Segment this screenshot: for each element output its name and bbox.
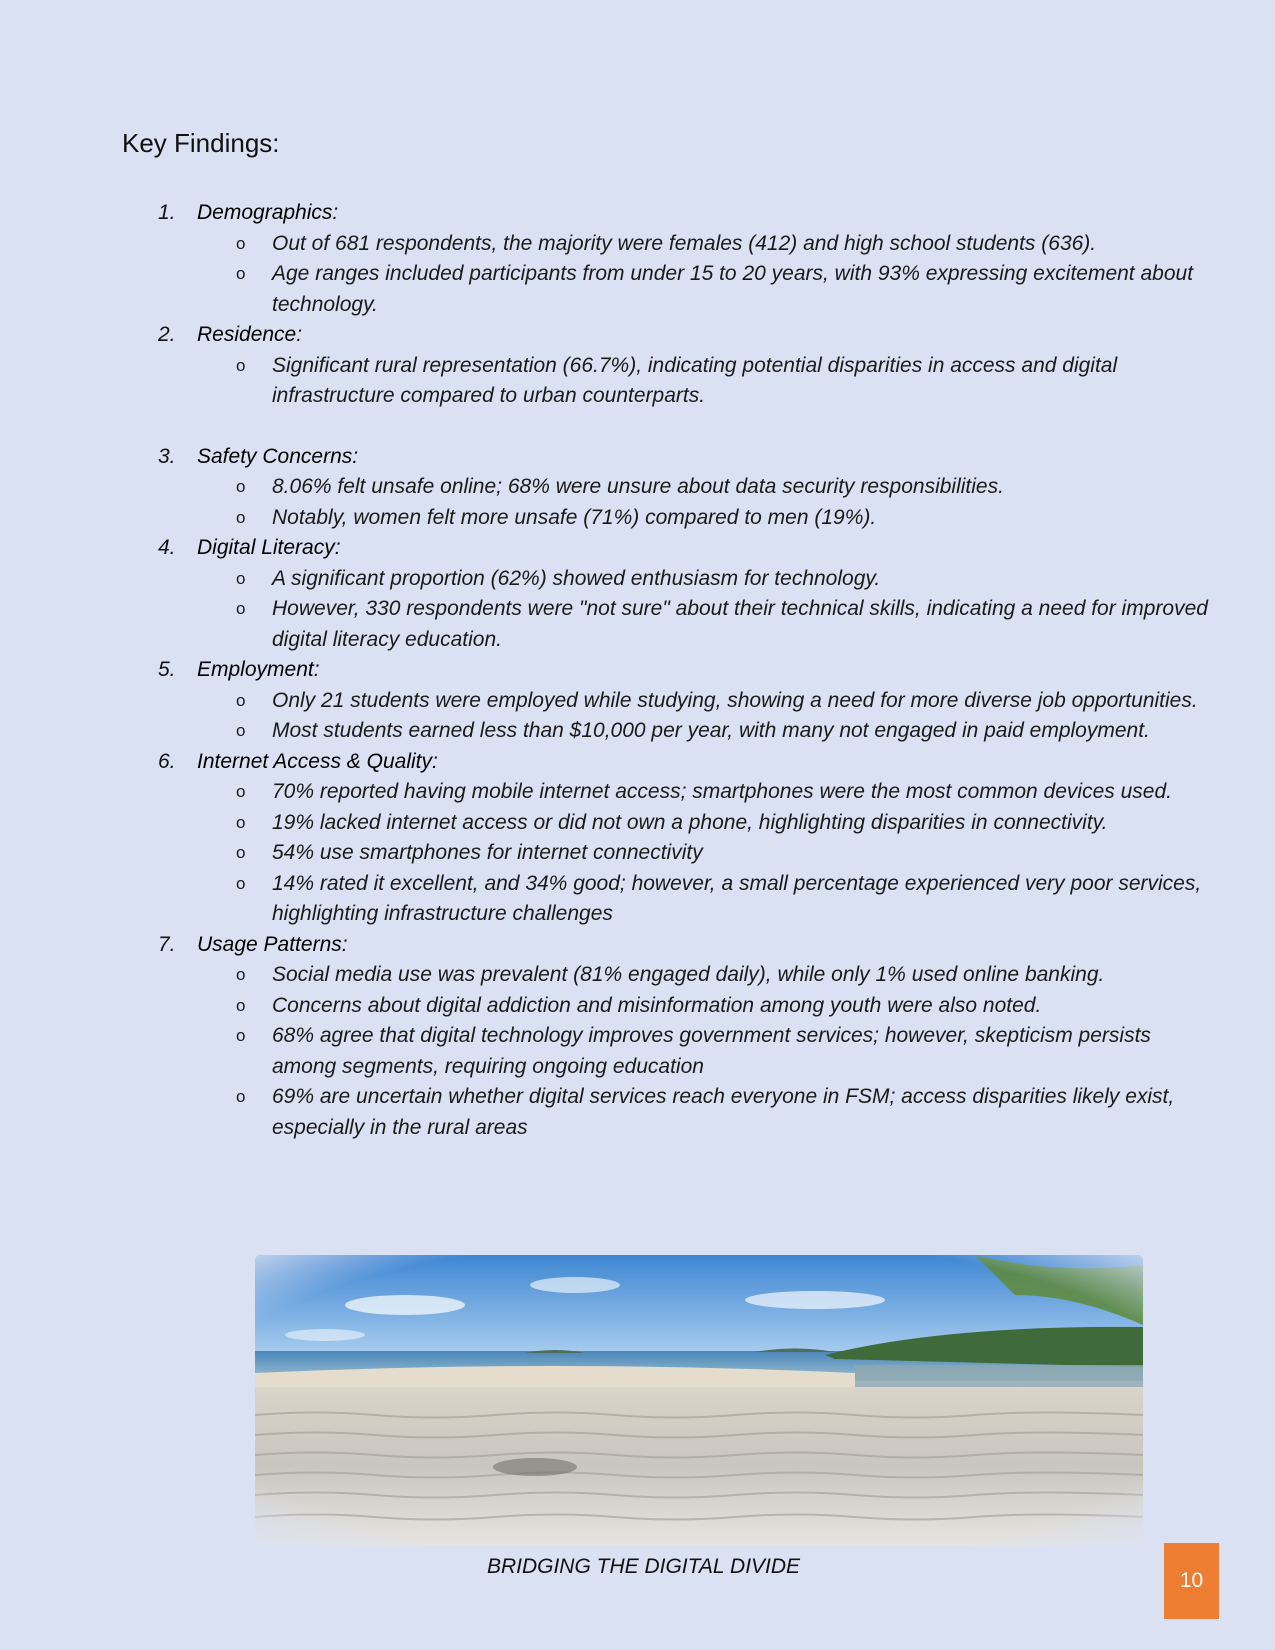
bullet-marker: o xyxy=(236,599,246,618)
bullet-marker: o xyxy=(236,965,246,984)
finding-bullet xyxy=(158,351,1218,412)
footer-title: BRIDGING THE DIGITAL DIVIDE xyxy=(486,1555,801,1578)
bullet-marker: o xyxy=(236,690,246,710)
bullet-marker: o xyxy=(236,355,246,375)
finding-bullet xyxy=(158,259,1218,320)
finding-title: Residence: xyxy=(197,323,303,346)
bullet-text: However, 330 respondents were "not sure" about their technical skills, indicating a need for improved digital literacy education. xyxy=(272,597,1208,651)
bullet-text: Age ranges included participants from under 15 to 20 years, with 93% expressing excitement about technology. xyxy=(272,262,1194,316)
bullet-text: 70% reported having mobile internet access; smartphones were the most common devices used. xyxy=(272,780,1172,803)
finding-bullets xyxy=(158,777,1218,930)
finding-item xyxy=(158,930,1218,1144)
finding-number: 3. xyxy=(158,444,176,468)
finding-title: Usage Patterns: xyxy=(197,932,348,956)
bullet-text: Out of 681 respondents, the majority were females (412) and high school students (636). xyxy=(272,231,1097,255)
finding-bullets xyxy=(158,472,1218,533)
bullet-marker: o xyxy=(236,721,246,740)
bullet-marker: o xyxy=(236,873,246,893)
finding-title: Demographics: xyxy=(197,201,339,224)
bullet-marker: o xyxy=(236,233,246,253)
finding-item xyxy=(158,533,1218,655)
finding-bullet xyxy=(158,716,1218,747)
bullet-text: Only 21 students were employed while studying, showing a need for more diverse job opportunities. xyxy=(272,688,1198,712)
finding-bullet xyxy=(158,564,1218,595)
finding-bullet xyxy=(158,838,1218,869)
finding-bullets xyxy=(158,351,1218,412)
finding-title: Internet Access & Quality: xyxy=(197,749,438,773)
bullet-marker: o xyxy=(236,507,246,527)
bullet-text: A significant proportion (62%) showed enthusiasm for technology. xyxy=(272,566,881,590)
finding-number: 4. xyxy=(158,536,176,559)
finding-item xyxy=(158,442,1218,534)
page-number-badge: 10 xyxy=(1164,1543,1219,1619)
finding-bullets xyxy=(158,564,1218,656)
finding-bullet xyxy=(158,686,1218,717)
bullet-marker: o xyxy=(236,477,246,496)
finding-bullet xyxy=(158,229,1218,260)
bullet-text: Concerns about digital addiction and misinformation among youth were also noted. xyxy=(272,993,1042,1017)
bullet-marker: o xyxy=(236,1087,246,1106)
bullet-text: 19% lacked internet access or did not own a phone, highlighting disparities in connectivity. xyxy=(272,810,1108,834)
bullet-text: 69% are uncertain whether digital services reach everyone in FSM; access disparities likely exist, especially in the rural areas xyxy=(272,1085,1175,1139)
finding-bullet xyxy=(158,869,1218,930)
finding-bullet xyxy=(158,777,1218,808)
finding-bullet xyxy=(158,503,1218,534)
bullet-text: 14% rated it excellent, and 34% good; however, a small percentage experienced very poor services, highlighting infrastructure challenges xyxy=(272,871,1202,925)
bullet-text: Significant rural representation (66.7%), indicating potential disparities in access and digital infrastructure compared to urban counterparts. xyxy=(272,353,1118,407)
finding-bullet xyxy=(158,472,1218,503)
finding-bullet xyxy=(158,1082,1218,1143)
bullet-marker: o xyxy=(236,782,246,801)
bullet-marker: o xyxy=(236,995,246,1015)
finding-title: Digital Literacy: xyxy=(197,536,341,559)
bullet-text: 54% use smartphones for internet connectivity xyxy=(272,841,703,864)
finding-title: Employment: xyxy=(197,658,320,681)
finding-bullets xyxy=(158,686,1218,747)
finding-number: 2. xyxy=(158,323,176,346)
finding-item xyxy=(158,747,1218,930)
finding-bullets xyxy=(158,960,1218,1143)
finding-item xyxy=(158,198,1218,320)
finding-number: 5. xyxy=(158,658,176,681)
finding-item xyxy=(158,655,1218,747)
finding-bullet xyxy=(158,1021,1218,1082)
bullet-marker: o xyxy=(236,843,246,862)
finding-title: Safety Concerns: xyxy=(197,444,359,468)
bullet-text: Notably, women felt more unsafe (71%) compared to men (19%). xyxy=(272,505,877,529)
bullet-marker: o xyxy=(236,264,246,283)
finding-number: 1. xyxy=(158,201,176,224)
finding-bullet xyxy=(158,960,1218,991)
page-heading: Key Findings: xyxy=(122,128,280,158)
bullet-marker: o xyxy=(236,812,246,832)
bullet-marker: o xyxy=(236,1026,246,1045)
finding-item xyxy=(158,320,1218,412)
bullet-text: Social media use was prevalent (81% engaged daily), while only 1% used online banking. xyxy=(272,963,1105,986)
beach-illustration xyxy=(255,1255,1143,1545)
bullet-text: Most students earned less than $10,000 per year, with many not engaged in paid employment. xyxy=(272,719,1150,742)
bullet-text: 8.06% felt unsafe online; 68% were unsure about data security responsibilities. xyxy=(272,475,1004,498)
key-findings-list xyxy=(158,198,1218,1143)
finding-number: 6. xyxy=(158,749,176,773)
bullet-text: 68% agree that digital technology improves government services; however, skepticism persists among segments, requiring ongoing education xyxy=(272,1024,1151,1078)
finding-number: 7. xyxy=(158,932,176,956)
finding-bullet xyxy=(158,594,1218,655)
finding-bullet xyxy=(158,808,1218,839)
finding-bullet xyxy=(158,991,1218,1022)
bullet-marker: o xyxy=(236,568,246,588)
finding-bullets xyxy=(158,229,1218,321)
beach-photo xyxy=(255,1255,1143,1545)
